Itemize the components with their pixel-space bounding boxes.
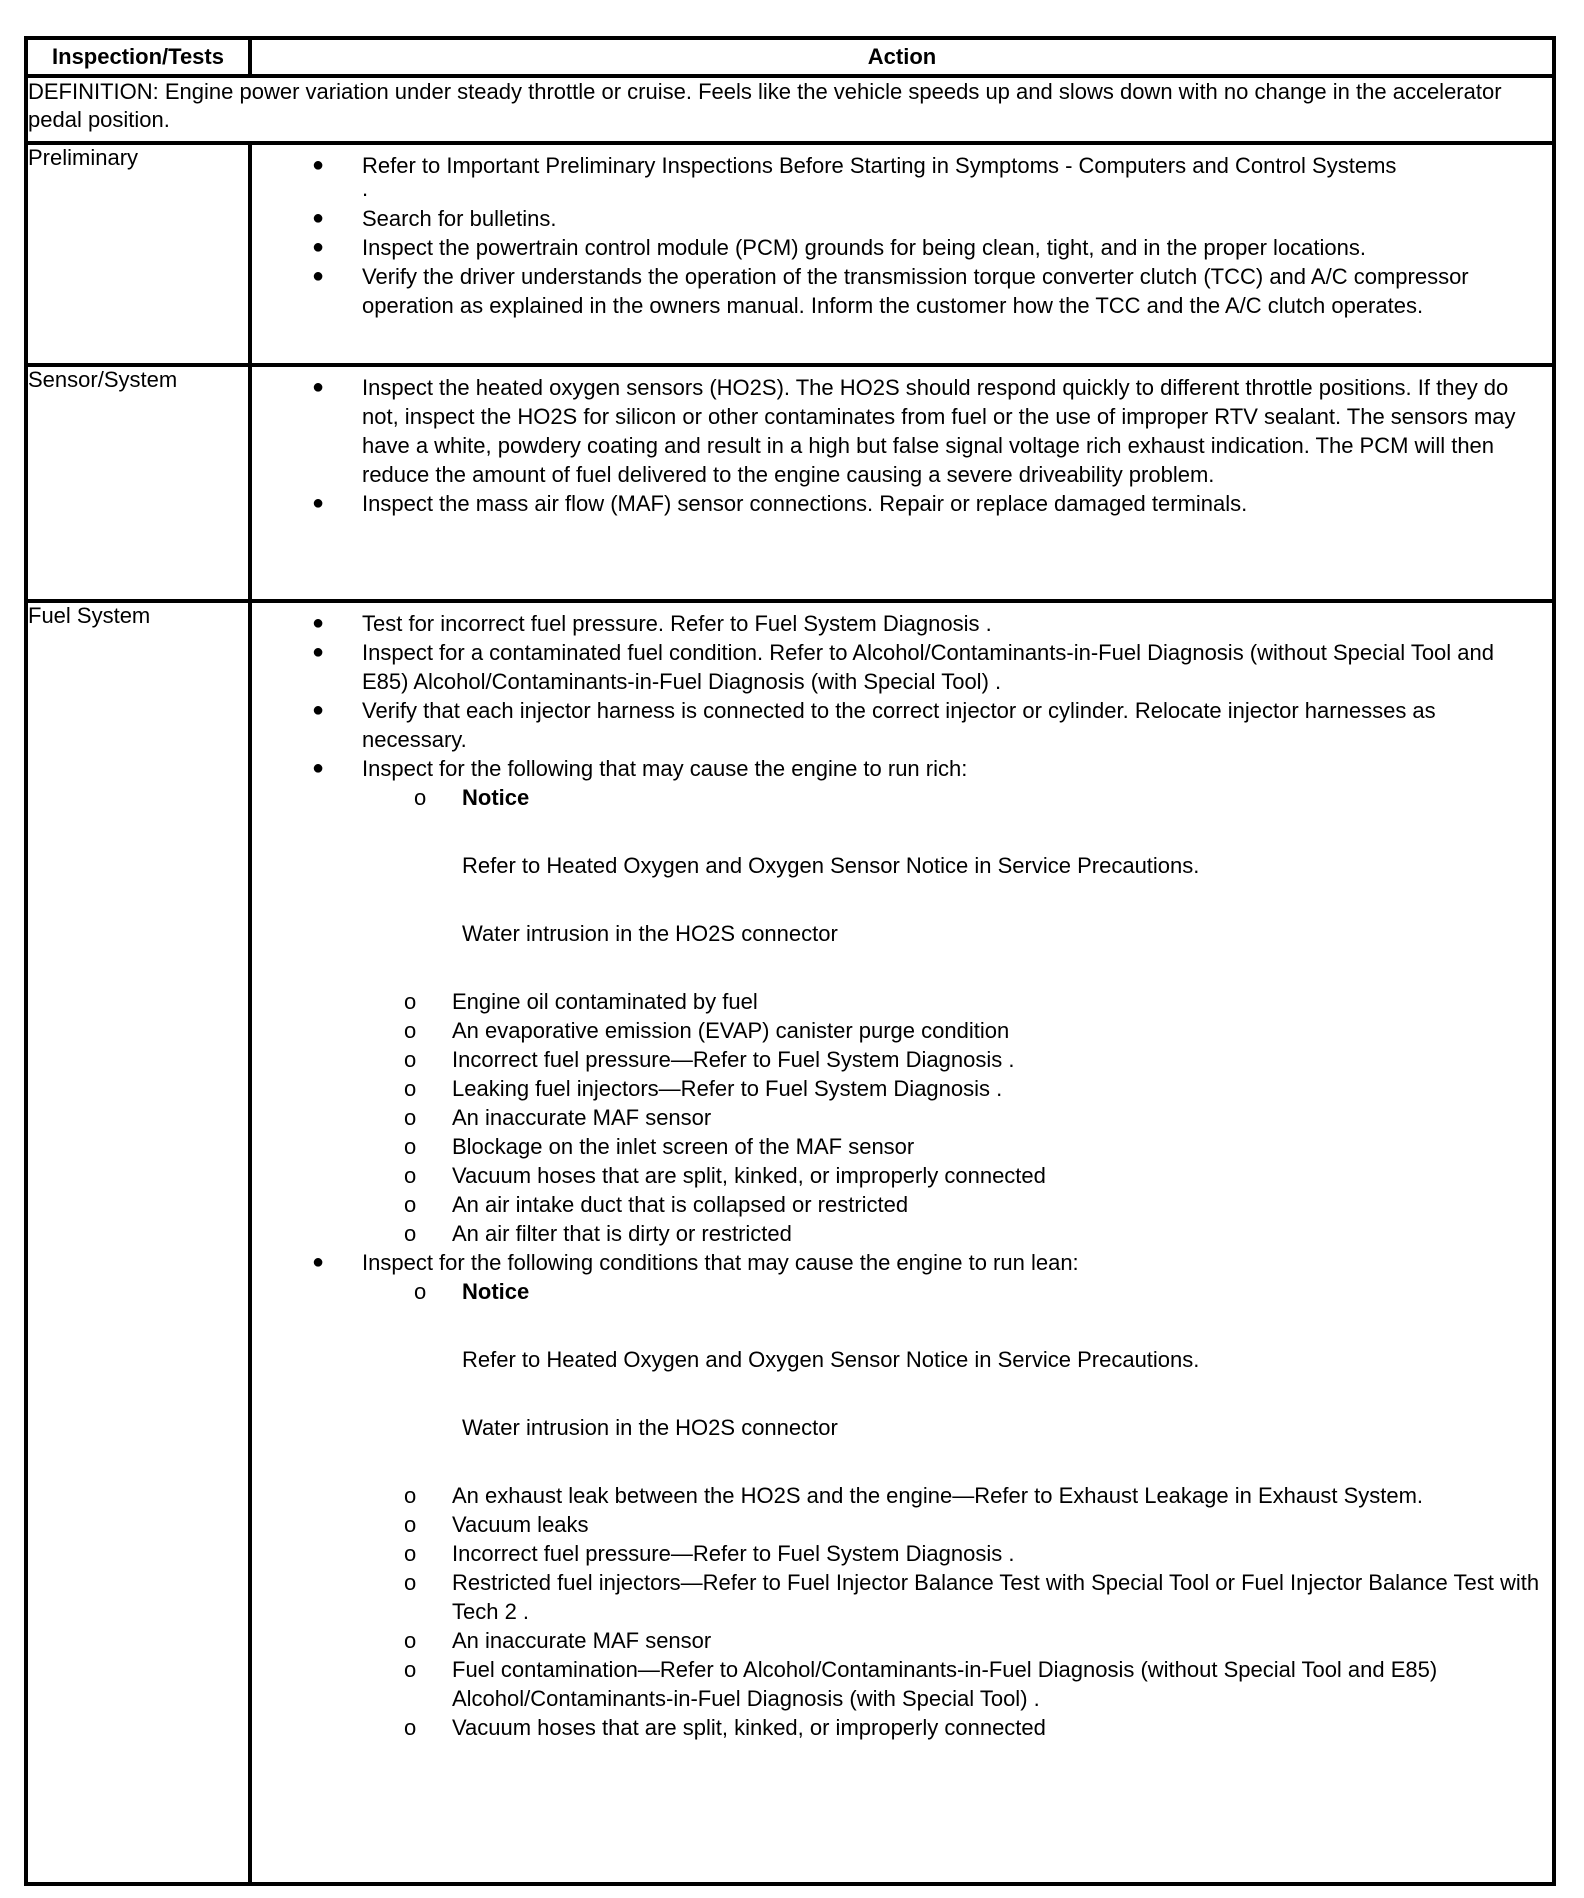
bullet-icon: ●: [312, 612, 325, 635]
preliminary-list: [252, 151, 1552, 320]
circle-bullet-icon: o: [404, 1134, 417, 1160]
circle-bullet-icon: o: [404, 1192, 417, 1218]
circle-bullet-icon: o: [404, 1163, 417, 1189]
bullet-icon: ●: [312, 699, 325, 722]
list-item: ● Test for incorrect fuel pressure. Refer to Fuel System Diagnosis .: [312, 611, 992, 637]
notice-item: [262, 1277, 1544, 1481]
bullet-icon: ●: [312, 492, 325, 515]
lean-items: [352, 1481, 1544, 1742]
list-item: o Incorrect fuel pressure—Refer to Fuel System Diagnosis .: [404, 1541, 1015, 1567]
sensor-row: [26, 365, 1554, 601]
definition-text: DEFINITION: Engine power variation under steady throttle or cruise. Feels like the vehicle speeds up and slows down with no change in the accelerator pedal position.: [26, 76, 1554, 143]
list-item: ● Inspect the mass air flow (MAF) sensor connections. Repair or replace damaged terminals.: [312, 491, 1248, 517]
list-item: ● Inspect the heated oxygen sensors (HO2S). The HO2S should respond quickly to different throttle positions. If they do not, inspect the HO2S for silicon or other contaminates from fuel or the use of improper RTV sealant. The sensors may have a white, powdery coating and result in a high but false signal voltage rich exhaust indication. The PCM will then reduce the amount of fuel delivered to the engine causing a severe driveability problem.: [312, 375, 1516, 488]
list-item: ● Verify that each injector harness is connected to the correct injector or cylinder. Relocate injector harnesses as necessary.: [312, 698, 1436, 753]
list-item: o An exhaust leak between the HO2S and the engine—Refer to Exhaust Leakage in Exhaust System.: [404, 1483, 1424, 1509]
bullet-icon: ●: [312, 641, 325, 664]
fuel-label: Fuel System: [26, 601, 250, 1884]
list-item: o An inaccurate MAF sensor: [404, 1105, 712, 1131]
circle-bullet-icon: o: [404, 1628, 417, 1654]
list-item: o Vacuum hoses that are split, kinked, or improperly connected: [404, 1715, 1046, 1741]
notice-title: Notice: [462, 785, 530, 811]
preliminary-actions: [250, 143, 1554, 365]
bullet-icon: ●: [312, 1251, 325, 1274]
circle-bullet-icon: o: [414, 1279, 427, 1305]
circle-bullet-icon: o: [404, 1018, 417, 1044]
preliminary-row: [26, 143, 1554, 365]
notice-item-text: Water intrusion in the HO2S connector: [462, 1415, 838, 1441]
list-item: o Fuel contamination—Refer to Alcohol/Contaminants-in-Fuel Diagnosis (without Special Tool and E85) Alcohol/Contaminants-in-Fuel Diagnosis (with Special Tool) .: [404, 1657, 1438, 1712]
notice-item: [262, 783, 1544, 987]
list-item: ● Verify the driver understands the operation of the transmission torque converter clutch (TCC) and A/C compressor operation as explained in the owners manual. Inform the customer how the TCC and the A/C clutch operates.: [312, 264, 1469, 319]
bullet-icon: ●: [312, 236, 325, 259]
bullet-icon: ●: [312, 757, 325, 780]
sensor-list: [252, 373, 1552, 518]
circle-bullet-icon: o: [404, 1715, 417, 1741]
list-item: o Blockage on the inlet screen of the MAF sensor: [404, 1134, 915, 1160]
sensor-actions: [250, 365, 1554, 601]
fuel-row: [26, 601, 1554, 1884]
list-item: o Vacuum hoses that are split, kinked, or improperly connected: [404, 1163, 1046, 1189]
list-item: ● Search for bulletins.: [312, 206, 557, 232]
definition-row: [26, 76, 1554, 143]
list-item: o Vacuum leaks: [404, 1512, 589, 1538]
notice-text: Refer to Heated Oxygen and Oxygen Sensor Notice in Service Precautions.: [462, 853, 1200, 879]
list-item: o An air filter that is dirty or restricted: [404, 1221, 792, 1247]
preliminary-label: Preliminary: [26, 143, 250, 365]
circle-bullet-icon: o: [404, 1657, 417, 1683]
stray-period: .: [362, 176, 369, 202]
notice-text: Refer to Heated Oxygen and Oxygen Sensor Notice in Service Precautions.: [462, 1347, 1200, 1373]
notice-item-text: Water intrusion in the HO2S connector: [462, 921, 838, 947]
list-item: ● Inspect the powertrain control module (PCM) grounds for being clean, tight, and in the proper locations.: [312, 235, 1366, 261]
list-item: o An inaccurate MAF sensor: [404, 1628, 712, 1654]
circle-bullet-icon: o: [404, 1570, 417, 1596]
bullet-icon: ●: [312, 207, 325, 230]
circle-bullet-icon: o: [404, 1047, 417, 1073]
list-item: o An air intake duct that is collapsed or restricted: [404, 1192, 909, 1218]
list-item: o Incorrect fuel pressure—Refer to Fuel System Diagnosis .: [404, 1047, 1015, 1073]
rich-sublist: [262, 783, 1544, 987]
sensor-label: Sensor/System: [26, 365, 250, 601]
bullet-icon: ●: [312, 265, 325, 288]
fuel-actions: [250, 601, 1554, 1884]
list-item: o Restricted fuel injectors—Refer to Fuel Injector Balance Test with Special Tool or Fuel Injector Balance Test with Tech 2 .: [404, 1570, 1540, 1625]
list-item: o Leaking fuel injectors—Refer to Fuel System Diagnosis .: [404, 1076, 1003, 1102]
circle-bullet-icon: o: [404, 1483, 417, 1509]
list-item: o Engine oil contaminated by fuel: [404, 989, 758, 1015]
lean-sublist: [262, 1277, 1544, 1481]
notice-title: Notice: [462, 1279, 530, 1305]
circle-bullet-icon: o: [414, 785, 427, 811]
rich-items: [352, 987, 1544, 1248]
circle-bullet-icon: o: [404, 1105, 417, 1131]
circle-bullet-icon: o: [404, 1076, 417, 1102]
fuel-list: [252, 609, 1552, 1742]
list-item: o An evaporative emission (EVAP) canister purge condition: [404, 1018, 1010, 1044]
header-action: Action: [250, 38, 1554, 76]
circle-bullet-icon: o: [404, 1512, 417, 1538]
header-inspection-tests: Inspection/Tests: [26, 38, 250, 76]
circle-bullet-icon: o: [404, 1541, 417, 1567]
bullet-icon: ●: [312, 154, 325, 177]
list-item: ● Refer to Important Preliminary Inspections Before Starting in Symptoms - Computers and Control Systems .: [252, 151, 1552, 198]
rich-conditions: ● Inspect for the following that may cause the engine to run rich: o Notice Refer to Heated Oxygen and Oxygen Sensor Notice in Service Precautions. Water intrusion in the HO2S connector o Engine oil contaminated by fuel o An evaporative emission (EVAP) canister purge condition o Incorrect fuel pressure—Refer to Fuel System Diagnosis . o Leaking fuel injectors—Refer to Fuel System Diagnosis . o An inaccurate MAF sensor o Blockage on the inlet screen of the MAF sensor o Vacuum hoses that are split, kinked, or improperly connected o An air intake duct that is collapsed or restricted o An air filter that is dirty or restricted: [252, 754, 1552, 1248]
header-row: [26, 38, 1554, 76]
bullet-icon: ●: [312, 376, 325, 399]
lean-conditions: ● Inspect for the following conditions that may cause the engine to run lean: o Notice Refer to Heated Oxygen and Oxygen Sensor Notice in Service Precautions. Water intrusion in the HO2S connector o An exhaust leak between the HO2S and the engine—Refer to Exhaust Leakage in Exhaust System. o Vacuum leaks o Incorrect fuel pressure—Refer to Fuel System Diagnosis . o Restricted fuel injectors—Refer to Fuel Injector Balance Test with Special Tool or Fuel Injector Balance Test with Tech 2 . o An inaccurate MAF sensor o Fuel contamination—Refer to Alcohol/Contaminants-in-Fuel Diagnosis (without Special Tool and E85) Alcohol/Contaminants-in-Fuel Diagnosis (with Special Tool) . o Vacuum hoses that are split, kinked, or improperly connected: [252, 1248, 1552, 1742]
circle-bullet-icon: o: [404, 1221, 417, 1247]
list-item: ● Inspect for a contaminated fuel condition. Refer to Alcohol/Contaminants-in-Fuel Diagnosis (without Special Tool and E85) Alcohol/Contaminants-in-Fuel Diagnosis (with Special Tool) .: [312, 640, 1495, 695]
circle-bullet-icon: o: [404, 989, 417, 1015]
diagnostic-table: [24, 36, 1556, 1886]
